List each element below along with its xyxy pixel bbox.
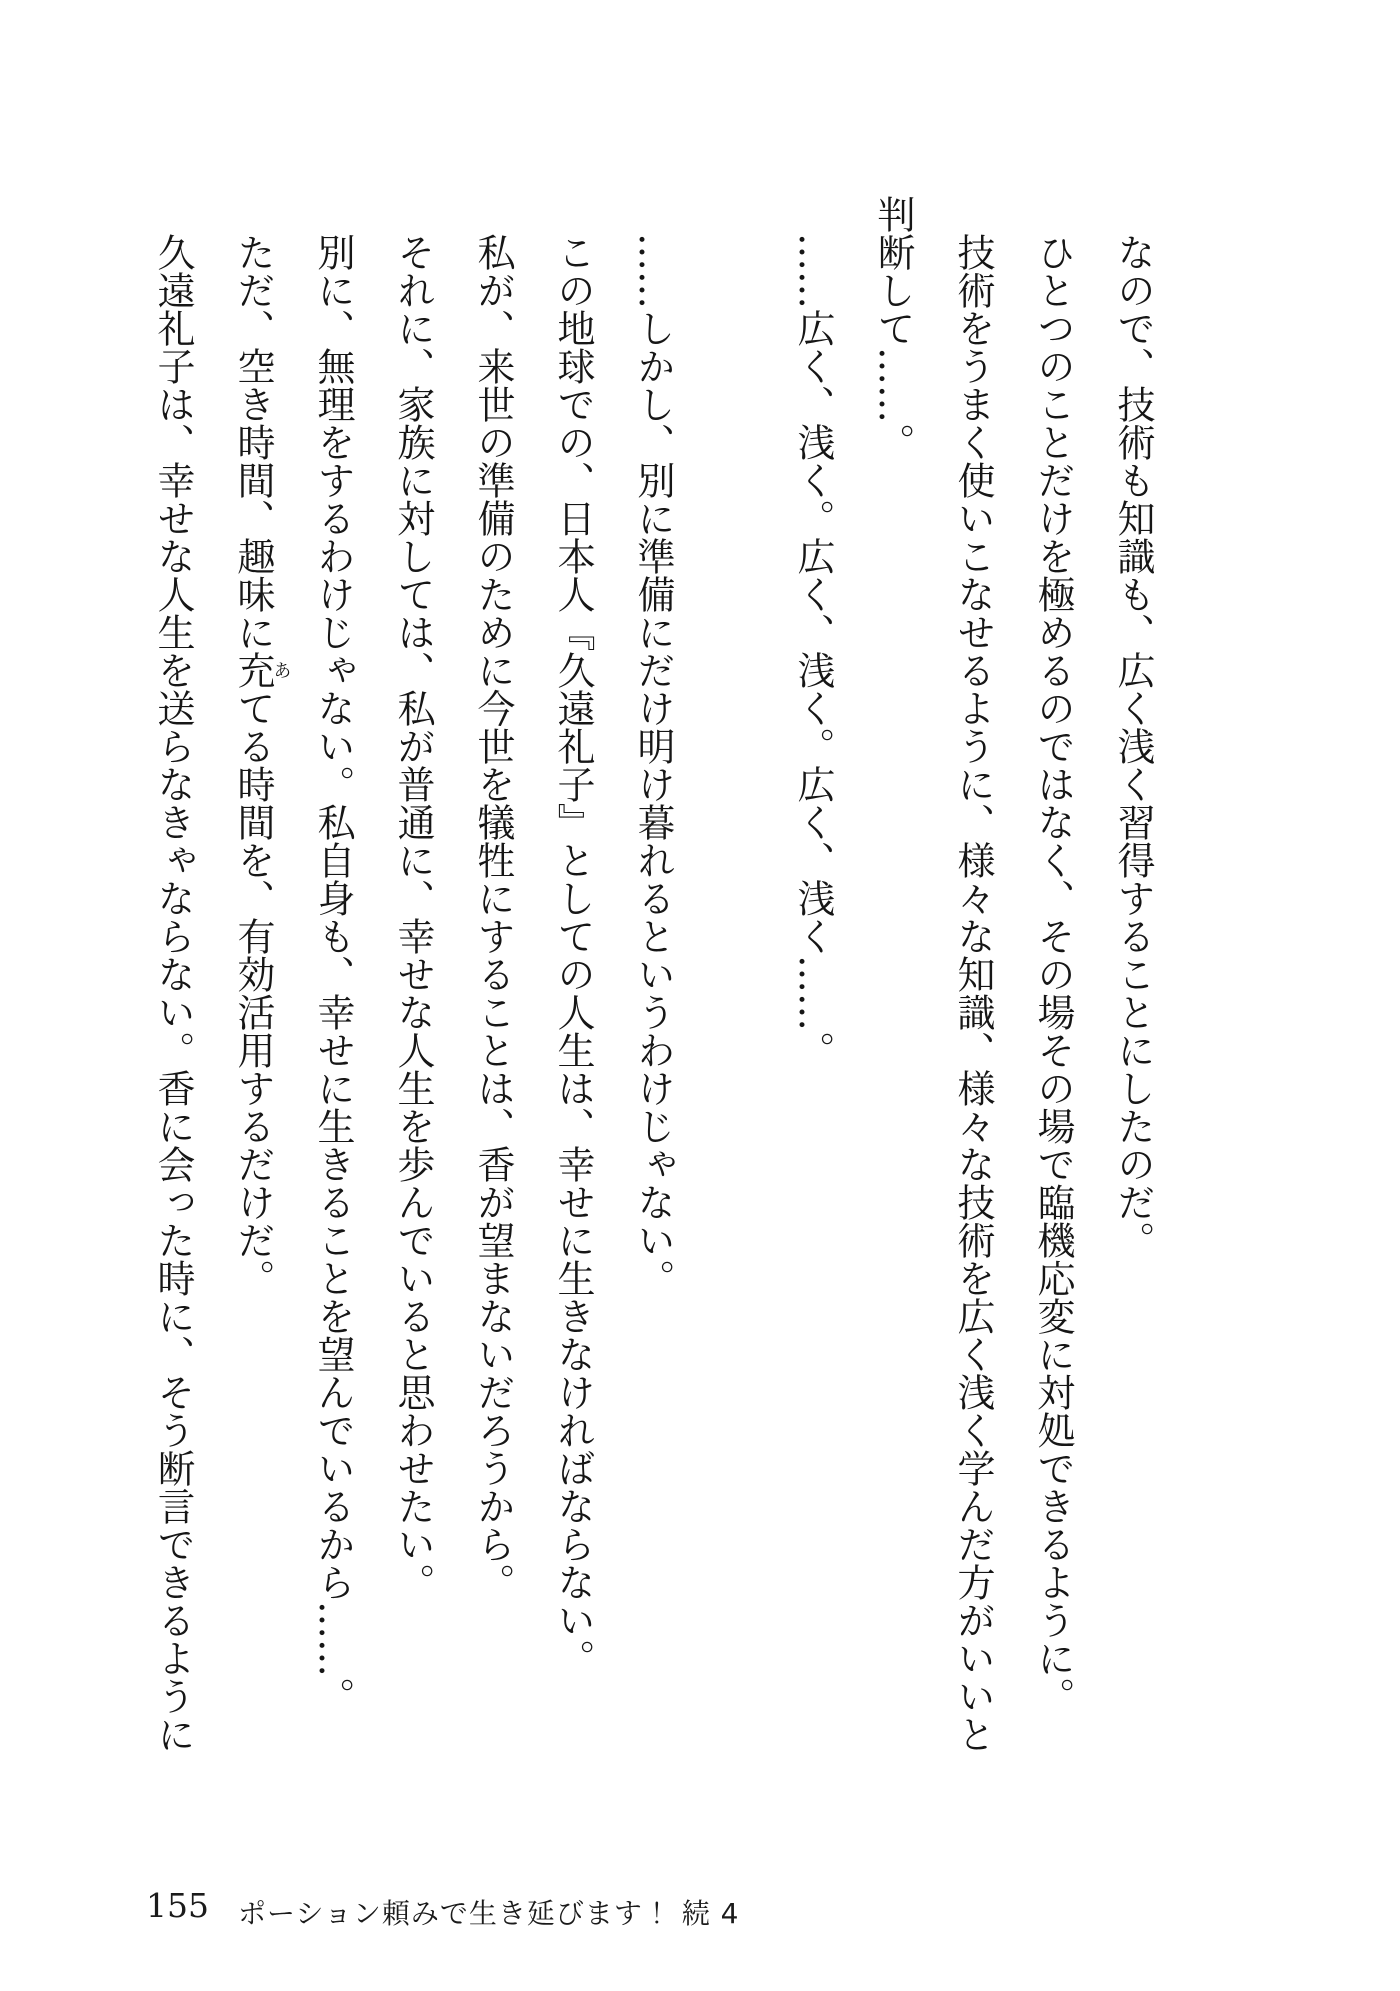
page-footer [0,1880,1400,1930]
text-line: 技術をうまく使いこなせるように、様々な知識、様々な技術を広く浅く学んだ方がいいと [951,233,995,1753]
text-line: この地球での、日本人『久遠礼子』としての人生は、幸せに生きなければならない。 [551,233,595,1677]
text-line: ……広く、浅く。広く、浅く。広く、浅く……。 [791,233,835,1069]
blank-line [693,195,773,1985]
page-number: 155 [146,1886,209,1925]
page-text [133,195,1173,1985]
footer-book-title: ポーション頼みで生き延びます！ 続 4 [238,1897,740,1930]
text-line: 久遠礼子は、幸せな人生を送らなきゃならない。香に会った時に、そう断言できるように [151,233,195,1753]
ruby-annotated-char: 充あ [231,651,292,689]
text-line: それに、家族に対しては、私が普通に、幸せな人生を歩んでいると思わせたい。 [391,233,435,1601]
text-line: ただ、空き時間、趣味に充あてる時間を、有効活用するだけだ。 [231,233,292,1297]
text-line: 別に、無理をするわけじゃない。私自身も、幸せに生きることを望んでいるから……。 [311,233,355,1715]
furigana: あ [270,651,292,689]
text-line: ひとつのことだけを極めるのではなく、その場その場で臨機応変に対処できるように。 [1031,233,1075,1715]
text-line: 私が、来世の準備のために今世を犠牲にすることは、香が望まないだろうから。 [471,233,515,1601]
text-line: ……しかし、別に準備にだけ明け暮れるというわけじゃない。 [631,233,675,1297]
text-line: 判断して……。 [871,195,915,461]
text-line: なので、技術も知識も、広く浅く習得することにしたのだ。 [1111,233,1155,1259]
